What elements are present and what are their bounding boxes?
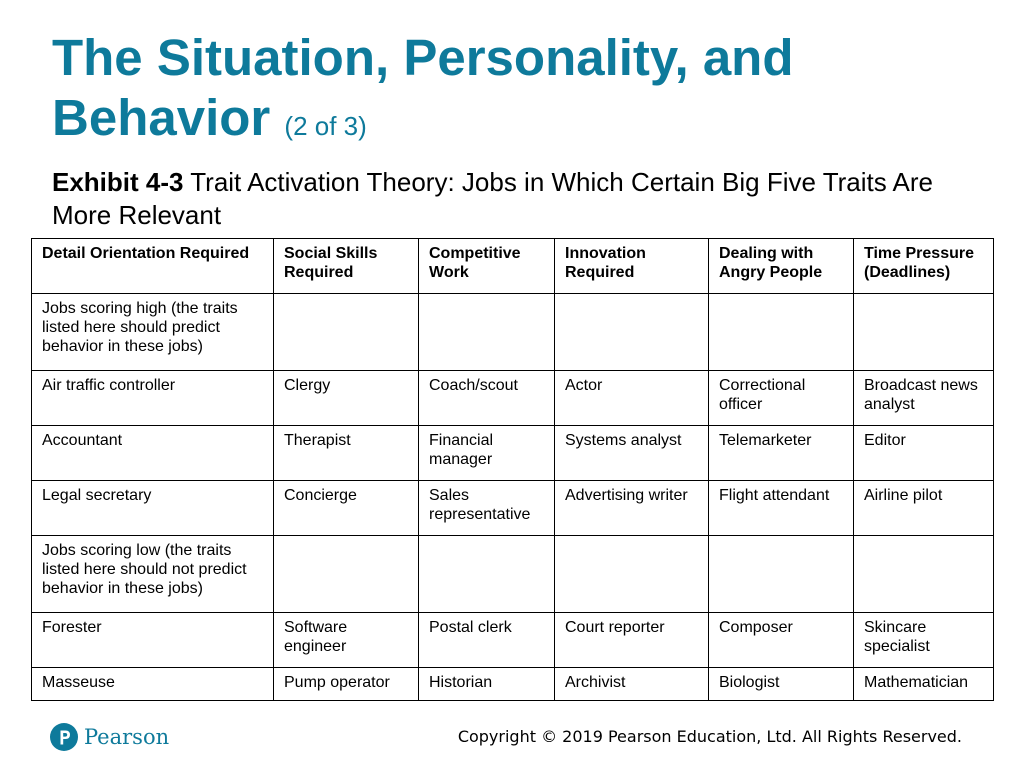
table-row: [32, 481, 994, 536]
section-row-low: [32, 536, 994, 613]
pearson-logo: [50, 721, 169, 753]
table-header-row: [32, 239, 994, 294]
table-cell: Telemarketer: [709, 426, 854, 481]
table-cell-empty: [854, 294, 994, 371]
table-row: [32, 371, 994, 426]
exhibit-caption-text: Trait Activation Theory: Jobs in Which Certain Big Five Traits Are More Relevant: [52, 167, 933, 230]
table-cell-empty: [274, 294, 419, 371]
table-cell-empty: [419, 536, 555, 613]
table-cell: Therapist: [274, 426, 419, 481]
table-cell: Archivist: [555, 668, 709, 701]
column-header: Dealing with Angry People: [709, 239, 854, 294]
table-cell: Court reporter: [555, 613, 709, 668]
table-row: [32, 668, 994, 701]
table-row: [32, 426, 994, 481]
table-cell: Masseuse: [32, 668, 274, 701]
table-cell: Broadcast news analyst: [854, 371, 994, 426]
table-cell: Historian: [419, 668, 555, 701]
table-cell: Mathematician: [854, 668, 994, 701]
slide-title: [52, 28, 992, 156]
slide-title-text: The Situation, Personality, and Behavior: [52, 29, 794, 146]
table-cell: Legal secretary: [32, 481, 274, 536]
table-cell: Financial manager: [419, 426, 555, 481]
table-cell: Postal clerk: [419, 613, 555, 668]
column-header: Social Skills Required: [274, 239, 419, 294]
table-cell: Airline pilot: [854, 481, 994, 536]
copyright-notice: Copyright © 2019 Pearson Education, Ltd. All Rights Reserved.: [457, 727, 962, 746]
table-cell-empty: [854, 536, 994, 613]
table-cell-empty: [555, 294, 709, 371]
table-cell: Clergy: [274, 371, 419, 426]
table-cell: Flight attendant: [709, 481, 854, 536]
table-cell: Pump operator: [274, 668, 419, 701]
table-cell-empty: [274, 536, 419, 613]
table-cell-empty: [555, 536, 709, 613]
table-cell: Skincare specialist: [854, 613, 994, 668]
exhibit-label: Exhibit 4-3: [52, 167, 184, 197]
table-cell: Coach/scout: [419, 371, 555, 426]
pearson-wordmark: Pearson: [84, 725, 170, 749]
table-cell: Air traffic controller: [32, 371, 274, 426]
table-cell: Correctional officer: [709, 371, 854, 426]
pearson-p-icon: [50, 723, 78, 751]
table-cell-empty: [709, 536, 854, 613]
table-cell-empty: [709, 294, 854, 371]
trait-activation-table: [31, 238, 994, 701]
section-row-high: [32, 294, 994, 371]
slide-title-suffix: (2 of 3): [284, 111, 367, 141]
table-cell: Software engineer: [274, 613, 419, 668]
column-header: Time Pressure (Deadlines): [854, 239, 994, 294]
table-cell: Editor: [854, 426, 994, 481]
table-cell: Systems analyst: [555, 426, 709, 481]
table-cell: Forester: [32, 613, 274, 668]
section-label-high: Jobs scoring high (the traits listed here should predict behavior in these jobs): [32, 294, 274, 371]
column-header: Innovation Required: [555, 239, 709, 294]
section-label-low: Jobs scoring low (the traits listed here should not predict behavior in these jobs): [32, 536, 274, 613]
table-cell: Actor: [555, 371, 709, 426]
table-cell: Biologist: [709, 668, 854, 701]
table-cell: Concierge: [274, 481, 419, 536]
table-cell: Advertising writer: [555, 481, 709, 536]
column-header: Detail Orientation Required: [32, 239, 274, 294]
table-cell: Sales representative: [419, 481, 555, 536]
table-cell: Accountant: [32, 426, 274, 481]
exhibit-caption: [52, 166, 992, 232]
column-header: Competitive Work: [419, 239, 555, 294]
table-row: [32, 613, 994, 668]
table-cell-empty: [419, 294, 555, 371]
table-cell: Composer: [709, 613, 854, 668]
